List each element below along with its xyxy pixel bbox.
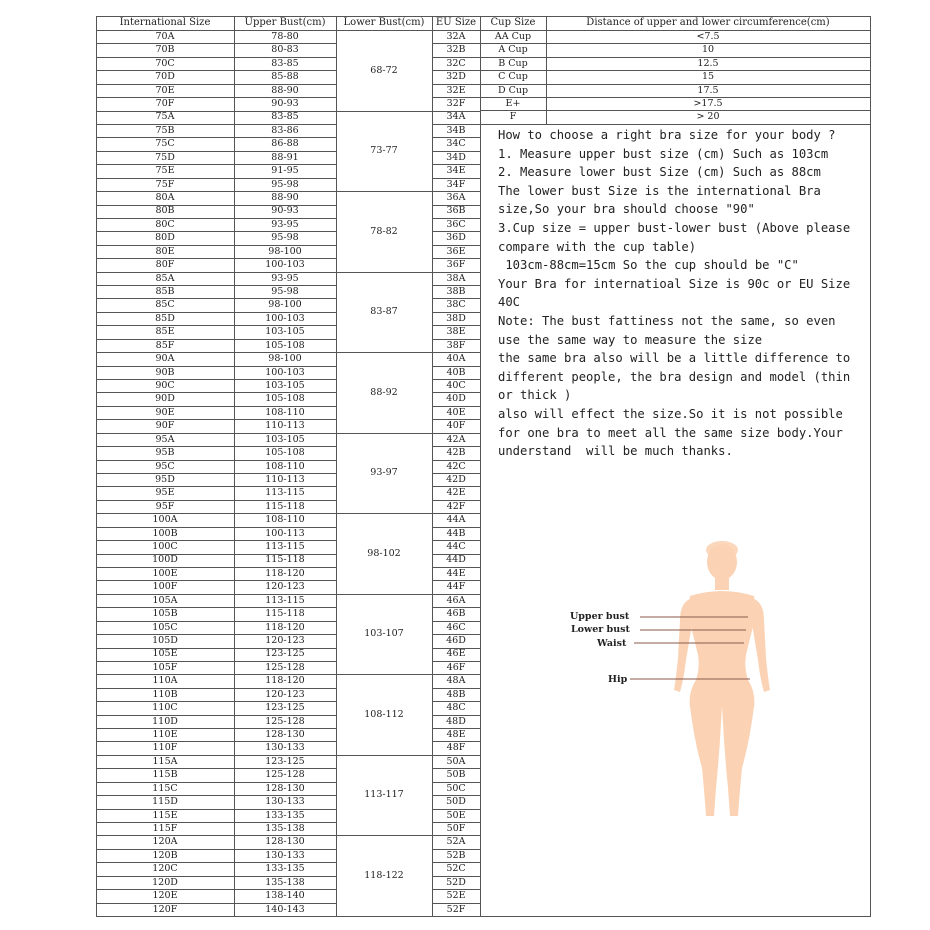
eu-size-cell: 32B bbox=[446, 44, 466, 56]
eu-size-cell: 32D bbox=[446, 71, 466, 83]
upper-bust-cell: 128-130 bbox=[265, 836, 305, 848]
intl-size-cell: 120E bbox=[152, 890, 178, 902]
cup-distance-cell: <7.5 bbox=[696, 30, 720, 42]
column-header: Cup Size bbox=[490, 17, 536, 28]
intl-size-cell: 85A bbox=[155, 272, 175, 284]
upper-bust-cell: 115-118 bbox=[265, 554, 305, 566]
eu-size-cell: 36D bbox=[446, 232, 466, 244]
upper-bust-cell: 128-130 bbox=[265, 782, 305, 794]
upper-bust-cell: 123-125 bbox=[265, 755, 305, 767]
upper-bust-cell: 83-86 bbox=[271, 124, 299, 136]
intl-size-cell: 85D bbox=[155, 312, 175, 324]
lower-bust-cell: 78-82 bbox=[370, 225, 398, 237]
intl-size-cell: 105B bbox=[152, 608, 178, 620]
intl-size-cell: 70C bbox=[155, 57, 175, 69]
intl-size-cell: 90B bbox=[155, 366, 175, 378]
intl-size-cell: 70A bbox=[155, 30, 175, 42]
figure-torso bbox=[688, 591, 756, 708]
upper-bust-cell: 118-120 bbox=[265, 567, 305, 579]
upper-bust-cell: 105-108 bbox=[265, 339, 305, 351]
eu-size-cell: 36F bbox=[446, 259, 466, 271]
upper-bust-cell: 103-105 bbox=[265, 379, 305, 391]
figure-left-leg bbox=[690, 706, 722, 816]
upper-bust-cell: 120-123 bbox=[265, 635, 305, 647]
upper-bust-cell: 83-85 bbox=[271, 111, 299, 123]
intl-size-cell: 110B bbox=[152, 688, 178, 700]
eu-size-cell: 34A bbox=[446, 111, 466, 123]
label-waist: Waist bbox=[597, 638, 627, 649]
eu-size-cell: 32A bbox=[446, 30, 466, 42]
upper-bust-cell: 93-95 bbox=[271, 218, 299, 230]
upper-bust-cell: 123-125 bbox=[265, 648, 305, 660]
intl-size-cell: 70E bbox=[155, 84, 175, 96]
upper-bust-cell: 130-133 bbox=[265, 849, 305, 861]
guide-line: 3.Cup size = upper bust-lower bust (Above please compare with the cup table) bbox=[498, 220, 858, 254]
lower-bust-cell: 73-77 bbox=[370, 145, 398, 157]
figure-left-arm bbox=[674, 598, 692, 692]
eu-size-cell: 48D bbox=[446, 715, 466, 727]
intl-size-cell: 100B bbox=[152, 527, 178, 539]
guide-line: the same bra also will be a little difference to different people, the bra design and model (thin or thick ) bbox=[498, 351, 858, 403]
intl-size-cell: 95B bbox=[155, 447, 175, 459]
eu-size-cell: 52D bbox=[446, 876, 466, 888]
intl-size-cell: 120D bbox=[152, 876, 178, 888]
eu-size-cell: 42F bbox=[446, 500, 466, 512]
eu-size-cell: 36E bbox=[446, 245, 466, 257]
intl-size-cell: 80B bbox=[155, 205, 175, 217]
guide-line: 1. Measure upper bust size (cm) Such as 103cm bbox=[498, 146, 829, 161]
cup-size-cell: D Cup bbox=[497, 84, 529, 96]
intl-size-cell: 80E bbox=[155, 245, 175, 257]
cup-size-cell: A Cup bbox=[498, 44, 528, 56]
intl-size-cell: 105E bbox=[152, 648, 178, 660]
table-border-bottom bbox=[96, 916, 871, 917]
eu-size-cell: 32C bbox=[446, 57, 466, 69]
eu-size-cell: 44B bbox=[446, 527, 466, 539]
figure-right-arm bbox=[752, 598, 770, 692]
upper-bust-cell: 91-95 bbox=[271, 165, 299, 177]
eu-size-cell: 46B bbox=[446, 608, 466, 620]
eu-size-cell: 42A bbox=[446, 433, 466, 445]
eu-size-cell: 36C bbox=[446, 218, 466, 230]
upper-bust-cell: 88-90 bbox=[271, 84, 299, 96]
lower-bust-cell: 113-117 bbox=[364, 789, 404, 801]
upper-bust-cell: 108-110 bbox=[265, 460, 305, 472]
upper-bust-cell: 115-118 bbox=[265, 500, 305, 512]
eu-size-cell: 50F bbox=[446, 822, 466, 834]
guide-line: How to choose a right bra size for your body ? bbox=[498, 128, 836, 142]
intl-size-cell: 100F bbox=[152, 581, 178, 593]
eu-size-cell: 38B bbox=[446, 286, 466, 297]
eu-size-cell: 46C bbox=[446, 621, 466, 633]
eu-size-cell: 44E bbox=[446, 567, 466, 579]
upper-bust-cell: 105-108 bbox=[265, 393, 305, 405]
intl-size-cell: 100E bbox=[152, 567, 178, 579]
column-header: Upper Bust(cm) bbox=[244, 17, 326, 28]
intl-size-cell: 95D bbox=[155, 473, 175, 485]
lower-bust-cell: 103-107 bbox=[364, 628, 404, 640]
intl-size-cell: 105D bbox=[152, 635, 178, 647]
cup-size-cell: C Cup bbox=[498, 71, 528, 83]
eu-size-cell: 50B bbox=[446, 769, 466, 781]
upper-bust-cell: 88-91 bbox=[271, 151, 299, 163]
guide-line: The lower bust Size is the international Bra size,So your bra should choose "90" bbox=[498, 183, 829, 217]
upper-bust-cell: 110-113 bbox=[265, 420, 305, 432]
upper-bust-cell: 113-115 bbox=[265, 541, 305, 553]
upper-bust-cell: 80-83 bbox=[271, 44, 299, 56]
intl-size-cell: 120F bbox=[152, 903, 178, 915]
intl-size-cell: 80F bbox=[155, 259, 175, 271]
upper-bust-cell: 118-120 bbox=[265, 675, 305, 687]
intl-size-cell: 90F bbox=[155, 420, 175, 432]
upper-bust-cell: 103-105 bbox=[265, 433, 305, 445]
eu-size-cell: 44F bbox=[446, 581, 466, 593]
upper-bust-cell: 118-120 bbox=[265, 621, 305, 633]
upper-bust-cell: 95-98 bbox=[271, 286, 299, 297]
upper-bust-cell: 98-100 bbox=[268, 245, 302, 257]
intl-size-cell: 110E bbox=[152, 729, 178, 740]
upper-bust-cell: 133-135 bbox=[265, 863, 305, 875]
cup-size-cell: B Cup bbox=[498, 57, 528, 69]
intl-size-cell: 75C bbox=[155, 138, 175, 150]
upper-bust-cell: 100-103 bbox=[265, 366, 305, 378]
upper-bust-cell: 98-100 bbox=[268, 353, 302, 365]
cup-distance-cell: > 20 bbox=[696, 111, 720, 123]
sizing-guide-text bbox=[498, 126, 864, 461]
eu-size-cell: 34D bbox=[446, 151, 466, 163]
eu-size-cell: 48F bbox=[446, 742, 466, 754]
upper-bust-cell: 95-98 bbox=[271, 178, 299, 190]
eu-size-cell: 50E bbox=[446, 809, 466, 821]
upper-bust-cell: 140-143 bbox=[265, 903, 305, 915]
eu-size-cell: 40F bbox=[446, 420, 466, 432]
eu-size-cell: 50A bbox=[446, 755, 466, 767]
eu-size-cell: 46A bbox=[446, 594, 466, 606]
upper-bust-cell: 108-110 bbox=[265, 406, 305, 418]
upper-bust-cell: 135-138 bbox=[265, 822, 305, 834]
lower-bust-cell: 88-92 bbox=[370, 386, 398, 398]
upper-bust-cell: 135-138 bbox=[265, 876, 305, 888]
intl-size-cell: 90C bbox=[155, 379, 175, 391]
intl-size-cell: 70F bbox=[155, 98, 175, 110]
label-lower-bust: Lower bust bbox=[571, 624, 630, 635]
intl-size-cell: 85B bbox=[155, 286, 175, 297]
upper-bust-cell: 100-103 bbox=[265, 312, 305, 324]
intl-size-cell: 90A bbox=[155, 353, 175, 365]
upper-bust-cell: 113-115 bbox=[265, 487, 305, 499]
eu-size-cell: 36B bbox=[446, 205, 466, 217]
upper-bust-cell: 78-80 bbox=[271, 30, 299, 42]
eu-size-cell: 38C bbox=[446, 299, 466, 311]
intl-size-cell: 80A bbox=[155, 192, 175, 204]
guide-line: Your Bra for internatioal Size is 90c or EU Size 40C bbox=[498, 276, 858, 310]
upper-bust-cell: 115-118 bbox=[265, 608, 305, 620]
intl-size-cell: 120A bbox=[152, 836, 178, 848]
eu-size-cell: 50D bbox=[446, 796, 466, 808]
intl-size-cell: 75B bbox=[155, 124, 175, 136]
intl-size-cell: 110D bbox=[152, 715, 178, 727]
eu-size-cell: 38D bbox=[446, 312, 466, 324]
eu-size-cell: 52F bbox=[446, 903, 466, 915]
eu-size-cell: 48A bbox=[446, 675, 466, 687]
upper-bust-cell: 100-113 bbox=[265, 527, 305, 539]
eu-size-cell: 52A bbox=[446, 836, 466, 848]
upper-bust-cell: 98-100 bbox=[268, 299, 302, 311]
intl-size-cell: 85F bbox=[155, 339, 175, 351]
cup-size-cell: AA Cup bbox=[494, 30, 532, 42]
lower-bust-cell: 83-87 bbox=[370, 306, 398, 318]
column-divider bbox=[480, 16, 481, 916]
intl-size-cell: 95E bbox=[155, 487, 175, 499]
intl-size-cell: 115B bbox=[152, 769, 178, 781]
lower-bust-cell: 118-122 bbox=[364, 869, 404, 881]
figure-neck bbox=[715, 576, 729, 590]
eu-size-cell: 46D bbox=[446, 635, 466, 647]
eu-size-cell: 52C bbox=[446, 863, 466, 875]
intl-size-cell: 75A bbox=[155, 111, 175, 123]
intl-size-cell: 80C bbox=[155, 218, 175, 230]
column-header: EU Size bbox=[435, 17, 477, 28]
upper-bust-cell: 100-103 bbox=[265, 259, 305, 271]
eu-size-cell: 42E bbox=[446, 487, 466, 499]
table-border-right bbox=[870, 16, 871, 916]
upper-bust-cell: 130-133 bbox=[265, 796, 305, 808]
upper-bust-cell: 110-113 bbox=[265, 473, 305, 485]
eu-size-cell: 40C bbox=[446, 379, 466, 391]
eu-size-cell: 48B bbox=[446, 688, 466, 700]
upper-bust-cell: 108-110 bbox=[265, 514, 305, 526]
eu-size-cell: 46F bbox=[446, 661, 466, 673]
intl-size-cell: 70D bbox=[155, 71, 175, 83]
upper-bust-cell: 85-88 bbox=[271, 71, 299, 83]
upper-bust-cell: 113-115 bbox=[265, 594, 305, 606]
intl-size-cell: 75F bbox=[155, 178, 175, 190]
column-header: Distance of upper and lower circumference(cm) bbox=[586, 17, 830, 28]
column-header: International Size bbox=[119, 17, 211, 28]
intl-size-cell: 110A bbox=[152, 675, 178, 687]
upper-bust-cell: 93-95 bbox=[271, 272, 299, 284]
upper-bust-cell: 120-123 bbox=[265, 688, 305, 700]
lower-bust-cell: 108-112 bbox=[364, 708, 404, 720]
upper-bust-cell: 128-130 bbox=[265, 729, 305, 740]
figure-right-leg bbox=[722, 706, 754, 816]
eu-size-cell: 34C bbox=[446, 138, 466, 150]
intl-size-cell: 75E bbox=[155, 165, 175, 177]
upper-bust-cell: 83-85 bbox=[271, 57, 299, 69]
eu-size-cell: 36A bbox=[446, 192, 466, 204]
eu-size-cell: 38F bbox=[446, 339, 466, 351]
intl-size-cell: 90E bbox=[155, 406, 175, 418]
eu-size-cell: 48C bbox=[446, 702, 466, 714]
upper-bust-cell: 86-88 bbox=[271, 138, 299, 150]
intl-size-cell: 95A bbox=[155, 433, 175, 445]
eu-size-cell: 40A bbox=[446, 353, 466, 365]
guide-line: 2. Measure lower bust Size (cm) Such as 88cm bbox=[498, 165, 821, 180]
eu-size-cell: 42B bbox=[446, 447, 466, 459]
intl-size-cell: 75D bbox=[155, 151, 175, 163]
intl-size-cell: 110F bbox=[152, 742, 178, 754]
intl-size-cell: 115A bbox=[152, 755, 178, 767]
label-hip: Hip bbox=[608, 674, 628, 685]
eu-size-cell: 40D bbox=[446, 393, 466, 405]
eu-size-cell: 34B bbox=[446, 124, 466, 136]
intl-size-cell: 90D bbox=[155, 393, 175, 405]
intl-size-cell: 100D bbox=[152, 554, 178, 566]
intl-size-cell: 100A bbox=[152, 514, 178, 526]
lower-bust-cell: 68-72 bbox=[370, 64, 398, 76]
upper-bust-cell: 120-123 bbox=[265, 581, 305, 593]
upper-bust-cell: 88-90 bbox=[271, 192, 299, 204]
eu-size-cell: 44A bbox=[446, 514, 466, 526]
upper-bust-cell: 125-128 bbox=[265, 661, 305, 673]
intl-size-cell: 105A bbox=[152, 594, 178, 606]
eu-size-cell: 52B bbox=[446, 849, 466, 861]
eu-size-cell: 44D bbox=[446, 554, 466, 566]
lower-bust-cell: 93-97 bbox=[370, 467, 398, 479]
upper-bust-cell: 95-98 bbox=[271, 232, 299, 244]
label-upper-bust: Upper bust bbox=[570, 611, 630, 622]
lower-bust-cell: 98-102 bbox=[367, 547, 401, 559]
eu-size-cell: 42D bbox=[446, 473, 466, 485]
intl-size-cell: 115F bbox=[152, 822, 178, 834]
intl-size-cell: 85C bbox=[155, 299, 175, 311]
cup-distance-cell: 10 bbox=[701, 44, 715, 56]
intl-size-cell: 120C bbox=[152, 863, 178, 875]
eu-size-cell: 48E bbox=[446, 729, 466, 740]
upper-bust-cell: 123-125 bbox=[265, 702, 305, 714]
intl-size-cell: 120B bbox=[152, 849, 178, 861]
body-measurement-figure bbox=[560, 540, 800, 830]
upper-bust-cell: 125-128 bbox=[265, 715, 305, 727]
eu-size-cell: 34F bbox=[446, 178, 466, 190]
eu-size-cell: 34E bbox=[446, 165, 466, 177]
intl-size-cell: 115C bbox=[152, 782, 178, 794]
intl-size-cell: 110C bbox=[152, 702, 178, 714]
eu-size-cell: 38E bbox=[446, 326, 466, 338]
eu-size-cell: 40E bbox=[446, 406, 466, 418]
intl-size-cell: 115E bbox=[152, 809, 178, 821]
eu-size-cell: 40B bbox=[446, 366, 466, 378]
intl-size-cell: 80D bbox=[155, 232, 175, 244]
eu-size-cell: 50C bbox=[446, 782, 466, 794]
upper-bust-cell: 130-133 bbox=[265, 742, 305, 754]
column-header: Lower Bust(cm) bbox=[343, 17, 425, 28]
guide-line: Note: The bust fattiness not the same, so even use the same way to measure the size bbox=[498, 313, 843, 347]
eu-size-cell: 46E bbox=[446, 648, 466, 660]
upper-bust-cell: 90-93 bbox=[271, 98, 299, 110]
cup-size-cell: E+ bbox=[505, 97, 521, 109]
cup-row-divider bbox=[480, 124, 870, 125]
upper-bust-cell: 133-135 bbox=[265, 809, 305, 821]
intl-size-cell: 100C bbox=[152, 541, 178, 553]
eu-size-cell: 52E bbox=[446, 890, 466, 902]
eu-size-cell: 42C bbox=[446, 460, 466, 472]
upper-bust-cell: 90-93 bbox=[271, 205, 299, 217]
cup-distance-cell: 17.5 bbox=[697, 84, 719, 96]
upper-bust-cell: 103-105 bbox=[265, 326, 305, 338]
upper-bust-cell: 105-108 bbox=[265, 447, 305, 459]
cup-distance-cell: >17.5 bbox=[693, 97, 723, 109]
intl-size-cell: 105F bbox=[152, 661, 178, 673]
guide-line: also will effect the size.So it is not possible for one bra to meet all the same size body.Your understand will be much thanks. bbox=[498, 406, 851, 459]
cup-distance-cell: 12.5 bbox=[697, 57, 719, 69]
intl-size-cell: 85E bbox=[155, 326, 175, 338]
upper-bust-cell: 138-140 bbox=[265, 890, 305, 902]
intl-size-cell: 105C bbox=[152, 621, 178, 633]
upper-bust-cell: 125-128 bbox=[265, 769, 305, 781]
intl-size-cell: 95F bbox=[155, 500, 175, 512]
eu-size-cell: 32F bbox=[446, 98, 466, 110]
figure-hair bbox=[706, 541, 738, 559]
intl-size-cell: 115D bbox=[152, 796, 178, 808]
cup-size-cell: F bbox=[509, 111, 517, 123]
eu-size-cell: 32E bbox=[446, 84, 466, 96]
guide-line: 103cm-88cm=15cm So the cup should be "C" bbox=[498, 258, 799, 273]
cup-distance-cell: 15 bbox=[701, 71, 715, 83]
eu-size-cell: 38A bbox=[446, 272, 466, 284]
intl-size-cell: 95C bbox=[155, 460, 175, 472]
intl-size-cell: 70B bbox=[155, 44, 175, 56]
eu-size-cell: 44C bbox=[446, 541, 466, 553]
